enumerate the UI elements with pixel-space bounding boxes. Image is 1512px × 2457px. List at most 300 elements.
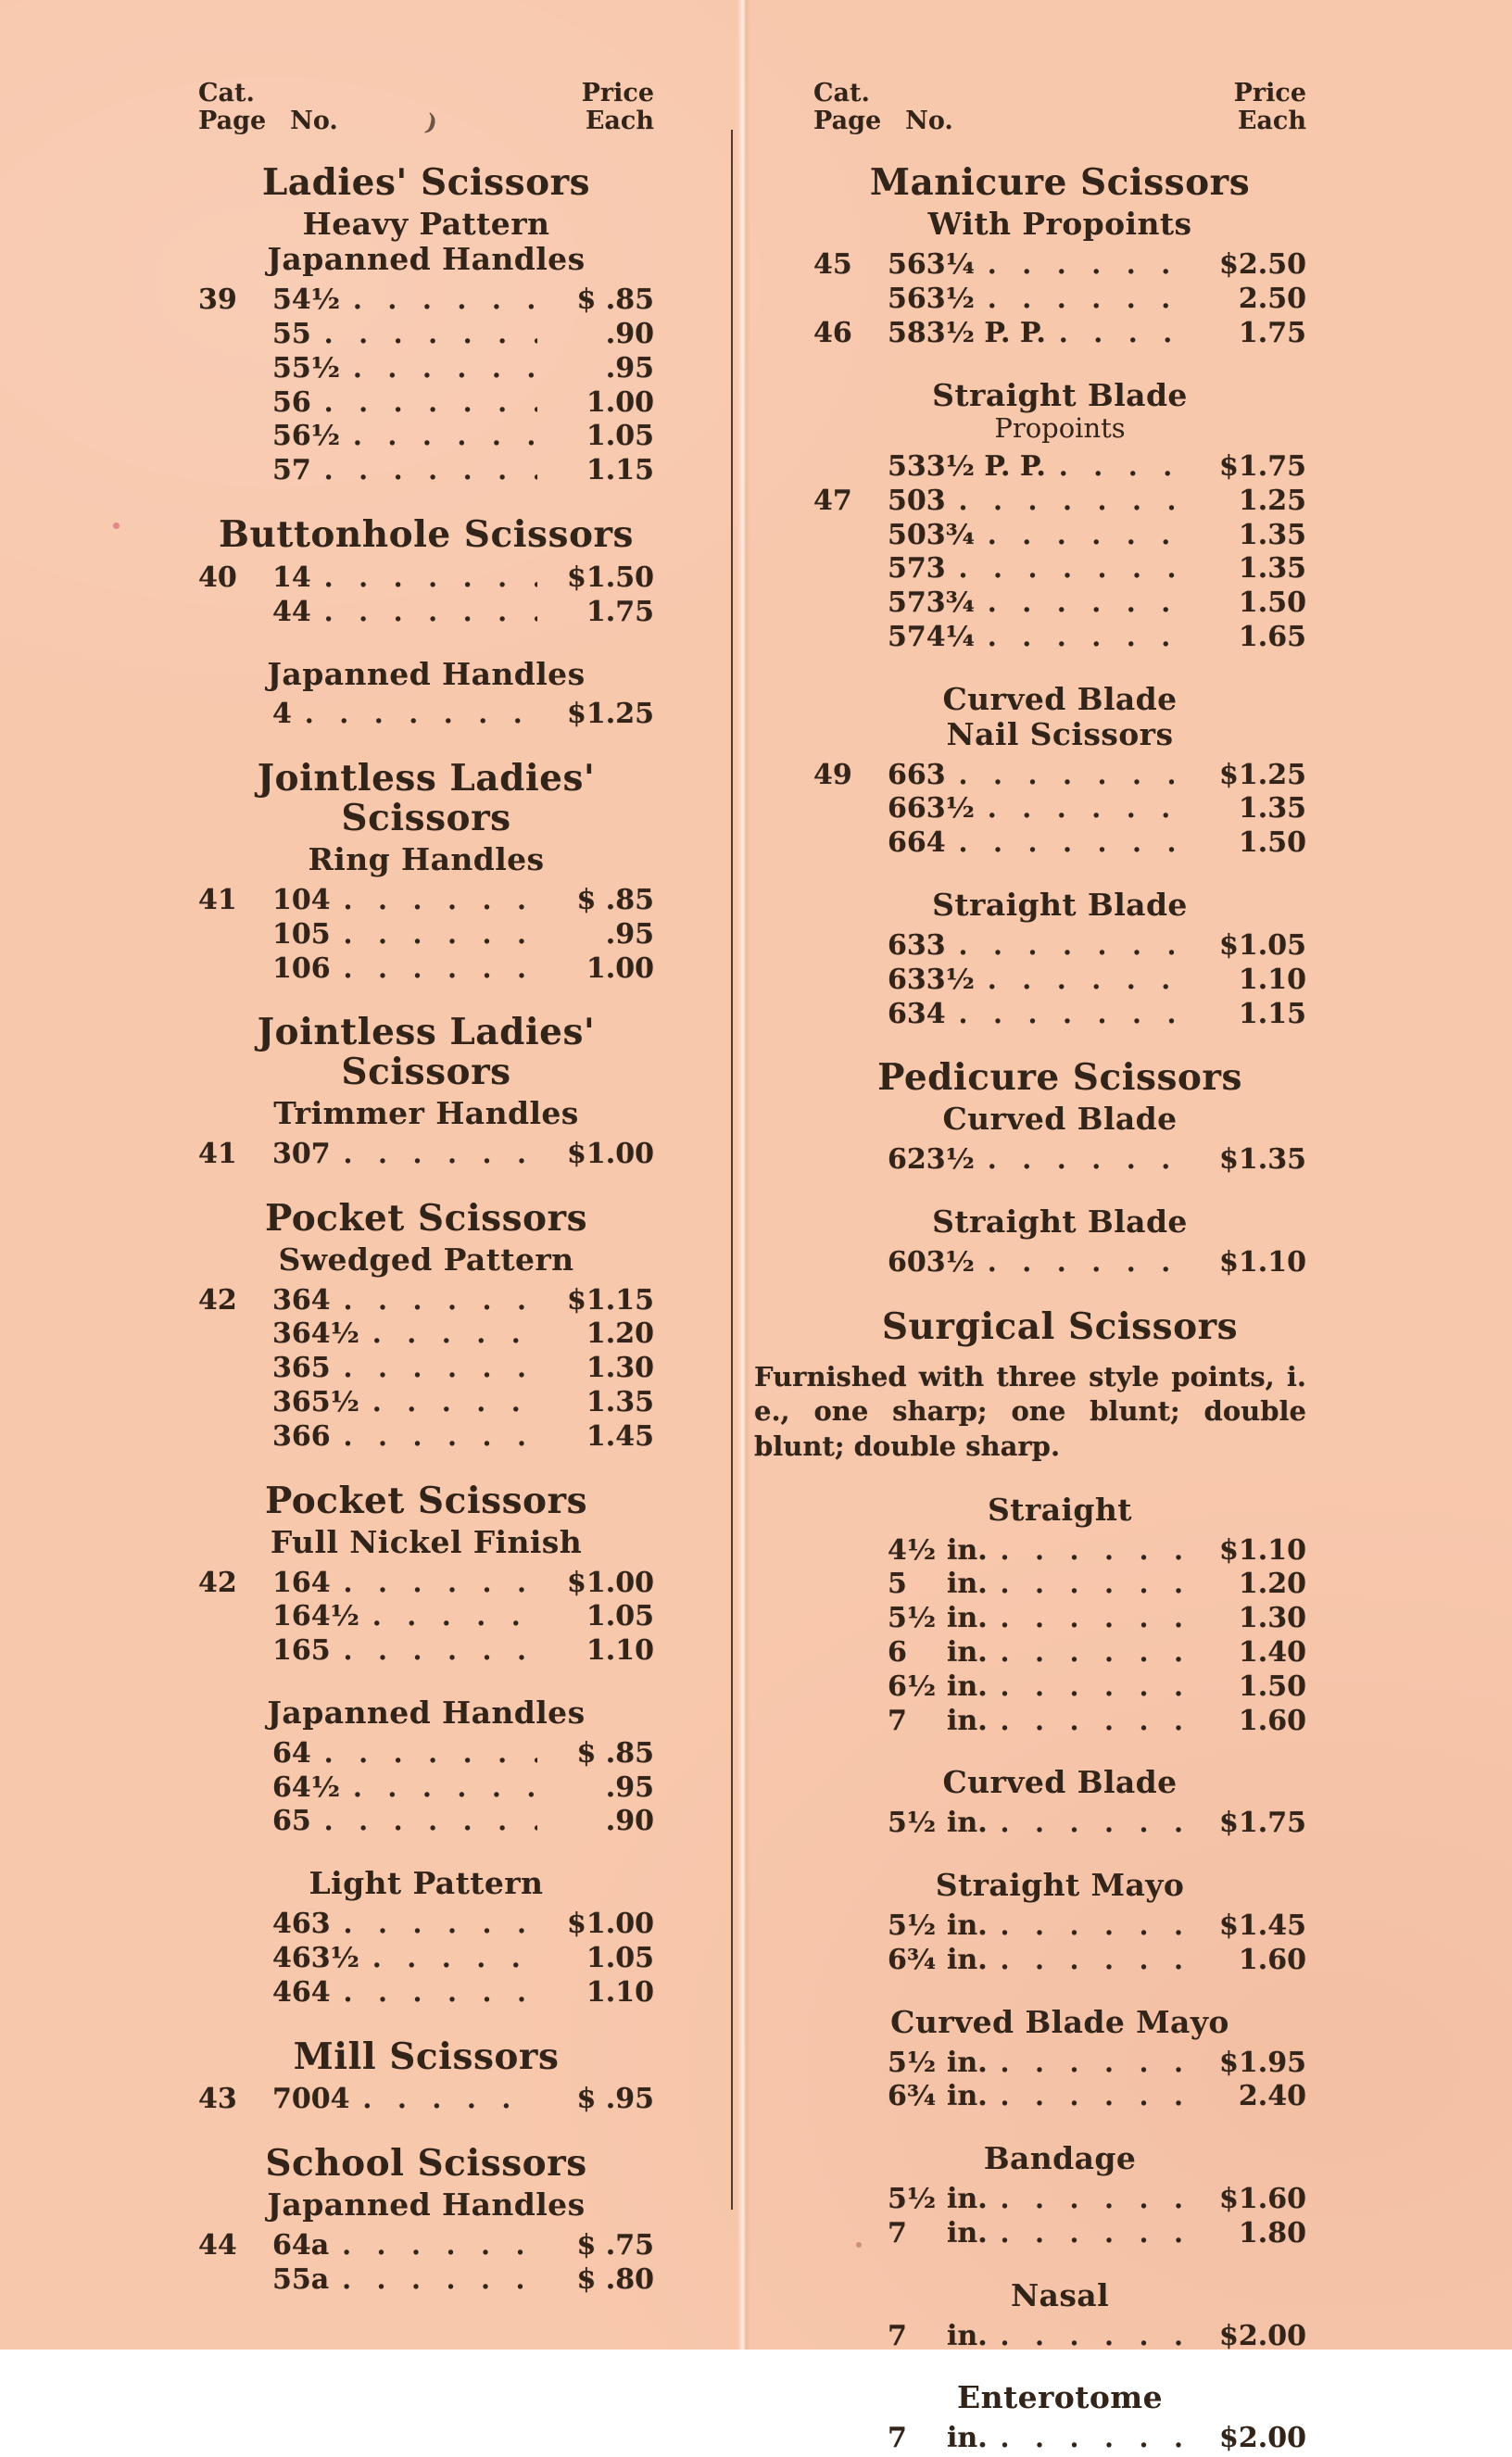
row-item-number xyxy=(888,2081,988,2113)
row-unit: in. xyxy=(947,2422,988,2455)
row-price: .95 xyxy=(605,917,654,951)
price-rows xyxy=(813,1247,1306,1279)
price-rows xyxy=(813,1808,1306,1840)
section-heading: Mill Scissors xyxy=(293,2035,560,2078)
row-item-number: 365½ xyxy=(272,1386,359,1419)
row-price: 1.15 xyxy=(586,454,654,487)
price-section xyxy=(754,1304,1306,1465)
leader-dots xyxy=(1001,2048,1190,2080)
row-item-number xyxy=(888,2184,988,2216)
price-row xyxy=(198,421,654,453)
leader-dots xyxy=(305,699,537,731)
row-price: 1.05 xyxy=(586,420,654,453)
price-row xyxy=(198,1635,654,1668)
price-row xyxy=(198,953,654,986)
section-heading: Straight Blade xyxy=(932,1203,1188,1240)
price-section xyxy=(198,2037,654,2117)
leader-dots xyxy=(353,353,537,385)
price-row xyxy=(198,1909,654,1941)
price-row xyxy=(198,1568,654,1600)
row-price: 1.30 xyxy=(1238,1602,1306,1635)
row-item-number xyxy=(888,1637,988,1670)
price-row xyxy=(198,1806,654,1838)
row-price: $1.05 xyxy=(1219,928,1306,962)
row-unit: in. xyxy=(947,1635,988,1669)
section-heading: Curved Blade xyxy=(942,1764,1178,1801)
row-price: 1.75 xyxy=(1238,316,1306,349)
price-section xyxy=(198,1866,654,2009)
leader-dots xyxy=(344,1568,537,1600)
row-page-number: 43 xyxy=(198,2083,237,2116)
price-section xyxy=(198,2144,654,2296)
section-heading: Swedged Pattern xyxy=(278,1241,574,1278)
price-row xyxy=(813,1706,1306,1738)
section-heading: Ring Handles xyxy=(308,841,545,878)
section-heading: Japanned Handles xyxy=(267,241,586,278)
leader-dots xyxy=(1001,1569,1190,1601)
row-price: 1.10 xyxy=(1238,963,1306,996)
row-unit: in. xyxy=(947,2183,988,2216)
leader-dots xyxy=(1001,1706,1190,1738)
row-item-number: 7004 xyxy=(272,2083,350,2116)
row-item-number: 603½ xyxy=(888,1245,975,1279)
row-price: $1.00 xyxy=(567,1566,654,1599)
price-section xyxy=(198,1695,654,1838)
price-list-column-left xyxy=(198,80,654,2299)
leader-dots xyxy=(372,1601,537,1633)
section-heading: Ladies' Scissors xyxy=(261,161,591,205)
section-heading: School Scissors xyxy=(265,2142,587,2186)
row-item-number: 55½ xyxy=(272,351,341,384)
row-item-number: 464 xyxy=(272,1975,331,2009)
row-item-number: 56 xyxy=(272,385,311,419)
row-item-number xyxy=(888,1569,988,1601)
price-row xyxy=(198,885,654,917)
price-row xyxy=(198,597,654,629)
row-page-number: 49 xyxy=(813,758,852,791)
leader-dots xyxy=(344,953,537,986)
price-section xyxy=(813,1868,1306,1977)
leader-dots xyxy=(1001,1637,1190,1670)
row-price: .95 xyxy=(605,1770,654,1804)
price-row xyxy=(813,2423,1306,2455)
leader-dots xyxy=(324,562,537,595)
row-item-number: 463½ xyxy=(272,1941,359,1974)
price-section xyxy=(198,1196,654,1454)
row-size: 7 xyxy=(888,2319,907,2352)
price-section xyxy=(813,1204,1306,1279)
row-price: 1.10 xyxy=(586,1975,654,2009)
header-price-each xyxy=(1234,80,1306,135)
row-size: 6 xyxy=(888,1635,907,1669)
price-rows xyxy=(198,1285,654,1454)
leader-dots xyxy=(1001,1808,1190,1840)
row-price: $1.60 xyxy=(1219,2183,1306,2216)
section-heading: Curved Blade Mayo xyxy=(890,2003,1229,2040)
price-row xyxy=(813,1671,1306,1704)
row-item-number xyxy=(888,2321,988,2353)
price-row xyxy=(198,919,654,951)
row-item-number xyxy=(888,2218,988,2250)
leader-dots xyxy=(324,1806,537,1838)
price-section xyxy=(813,1765,1306,1840)
row-item-number: 64½ xyxy=(272,1770,341,1804)
row-unit: in. xyxy=(947,1807,988,1840)
row-item-number: 633 xyxy=(888,928,946,962)
leader-dots xyxy=(344,919,537,951)
leader-dots xyxy=(344,1977,537,2010)
header-price-each xyxy=(582,80,654,135)
row-page-number: 42 xyxy=(198,1283,237,1317)
price-rows xyxy=(198,2230,654,2297)
row-item-number: 64a xyxy=(272,2229,330,2262)
row-price: 1.45 xyxy=(586,1419,654,1453)
price-rows xyxy=(813,1535,1306,1738)
stray-ink-mark: ) xyxy=(422,107,441,138)
row-price: 1.05 xyxy=(586,1941,654,1974)
price-rows xyxy=(198,562,654,629)
price-row xyxy=(198,2264,654,2297)
section-heading: Straight xyxy=(988,1491,1132,1528)
row-price: $2.00 xyxy=(1219,2422,1306,2455)
price-row xyxy=(198,1285,654,1317)
row-item-number: 364½ xyxy=(272,1317,359,1351)
leader-dots xyxy=(1001,1535,1190,1568)
leader-dots xyxy=(344,1909,537,1941)
leader-dots xyxy=(1059,318,1190,350)
leader-dots xyxy=(344,1635,537,1668)
row-item-number: 164 xyxy=(272,1566,331,1599)
price-row xyxy=(813,827,1306,860)
row-item-number: 44 xyxy=(272,595,311,628)
leader-dots xyxy=(372,1318,537,1351)
section-heading: With Propoints xyxy=(927,206,1192,243)
price-section xyxy=(813,2141,1306,2250)
price-row xyxy=(813,553,1306,586)
leader-dots xyxy=(363,2084,538,2116)
row-price: 1.35 xyxy=(1238,518,1306,551)
price-row xyxy=(198,2230,654,2262)
row-price: $1.75 xyxy=(1219,449,1306,483)
row-price: $ .75 xyxy=(576,2229,654,2262)
header-price-label: Price xyxy=(581,79,654,107)
row-unit: in. xyxy=(947,2319,988,2352)
row-price: 1.40 xyxy=(1238,1635,1306,1669)
row-item-number: 634 xyxy=(888,997,946,1030)
row-price: $ .80 xyxy=(576,2262,654,2296)
leader-dots xyxy=(959,760,1190,792)
leader-dots xyxy=(372,1943,537,1975)
section-heading: Nail Scissors xyxy=(946,715,1174,752)
price-row xyxy=(198,1772,654,1805)
price-row xyxy=(813,2081,1306,2113)
row-price: 1.65 xyxy=(1238,620,1306,653)
row-page-number: 42 xyxy=(198,1566,237,1599)
leader-dots xyxy=(353,284,537,317)
row-price: 1.50 xyxy=(1238,1670,1306,1703)
leader-dots xyxy=(1059,451,1190,484)
row-item-number: 563½ xyxy=(888,283,975,316)
row-item-number: 365 xyxy=(272,1352,331,1385)
row-item-number: 663 xyxy=(888,758,946,791)
row-item-number: 54½ xyxy=(272,284,341,317)
price-row xyxy=(198,1421,654,1454)
row-item-number: 307 xyxy=(272,1138,331,1171)
row-item-number: 64 xyxy=(272,1736,311,1770)
price-row xyxy=(198,1318,654,1351)
row-price: 2.40 xyxy=(1238,2080,1306,2113)
header-cat-page xyxy=(198,80,266,135)
header-cat-page xyxy=(813,80,881,135)
row-item-number xyxy=(888,1910,988,1943)
row-size: 6¾ xyxy=(888,1943,937,1976)
section-heading: Straight Mayo xyxy=(935,1867,1185,1904)
row-item-number: 14 xyxy=(272,561,311,594)
leader-dots xyxy=(353,421,537,453)
row-size: 7 xyxy=(888,2216,907,2249)
price-row xyxy=(198,319,654,351)
row-price: $ .85 xyxy=(576,1736,654,1770)
price-section xyxy=(198,657,654,732)
row-item-number xyxy=(888,2048,988,2080)
price-row xyxy=(198,562,654,595)
row-page-number: 44 xyxy=(198,2229,237,2262)
section-heading: Trimmer Handles xyxy=(273,1095,579,1132)
price-row xyxy=(813,1637,1306,1670)
leader-dots xyxy=(988,964,1190,997)
row-item-number xyxy=(888,1535,988,1568)
leader-dots xyxy=(988,1247,1190,1279)
price-rows xyxy=(198,1909,654,2009)
leader-dots xyxy=(344,1421,537,1454)
leader-dots xyxy=(1001,1910,1190,1943)
price-rows xyxy=(813,1144,1306,1177)
row-size: 5½ xyxy=(888,1807,937,1840)
section-heading: Pocket Scissors xyxy=(264,1196,588,1240)
price-row xyxy=(198,1943,654,1975)
row-price: 1.00 xyxy=(586,951,654,985)
price-rows xyxy=(198,699,654,731)
row-price: 1.30 xyxy=(586,1352,654,1385)
section-heading: Pocket Scissors xyxy=(264,1479,588,1522)
price-rows xyxy=(813,1910,1306,1977)
price-section xyxy=(813,378,1306,654)
price-row xyxy=(813,1535,1306,1568)
section-heading: Nasal xyxy=(1010,2276,1110,2313)
price-row xyxy=(813,2184,1306,2216)
section-heading: Japanned Handles xyxy=(267,655,586,692)
price-rows xyxy=(198,1139,654,1171)
section-heading: Surgical Scissors xyxy=(881,1304,1239,1348)
section-heading: Curved Blade xyxy=(942,680,1178,717)
price-row xyxy=(813,2218,1306,2250)
price-rows xyxy=(198,2084,654,2116)
row-unit: in. xyxy=(947,1909,988,1943)
leader-dots xyxy=(324,387,537,420)
row-item-number: 563¼ xyxy=(888,248,975,282)
header-page-label: Page xyxy=(198,107,267,136)
row-price: $1.15 xyxy=(567,1283,654,1317)
section-heading: Heavy Pattern xyxy=(302,206,550,243)
row-price: $2.00 xyxy=(1219,2319,1306,2352)
row-item-number: 4 xyxy=(272,698,292,731)
row-item-number xyxy=(888,1706,988,1738)
price-row xyxy=(813,249,1306,282)
leader-dots xyxy=(324,455,537,487)
leader-dots xyxy=(324,1738,537,1770)
leader-dots xyxy=(1001,1945,1190,1977)
leader-dots xyxy=(1001,2081,1190,2113)
row-size: 7 xyxy=(888,2422,907,2455)
row-price: 1.50 xyxy=(1238,826,1306,860)
row-item-number: 55 xyxy=(272,318,311,351)
leader-dots xyxy=(988,622,1190,654)
price-row xyxy=(198,1387,654,1419)
column-header xyxy=(198,79,654,138)
row-price: 1.00 xyxy=(586,385,654,419)
price-rows xyxy=(198,885,654,985)
leader-dots xyxy=(959,485,1190,518)
row-page-number: 45 xyxy=(813,248,852,282)
price-section xyxy=(813,2005,1306,2114)
row-unit: in. xyxy=(947,1704,988,1737)
row-price: 1.60 xyxy=(1238,1704,1306,1737)
leader-dots xyxy=(372,1387,537,1419)
row-item-number: 164½ xyxy=(272,1600,359,1633)
row-item-number: 664 xyxy=(888,826,946,860)
row-price: 1.10 xyxy=(586,1634,654,1668)
row-price: 1.80 xyxy=(1238,2216,1306,2249)
row-item-number: 165 xyxy=(272,1634,331,1668)
price-section xyxy=(198,163,654,487)
row-price: $1.00 xyxy=(567,1908,654,1941)
leader-dots xyxy=(988,587,1190,620)
row-price: $ .85 xyxy=(576,883,654,916)
price-row xyxy=(813,2321,1306,2353)
row-price: 1.35 xyxy=(1238,792,1306,825)
row-price: $1.45 xyxy=(1219,1909,1306,1943)
leader-dots xyxy=(1001,2423,1190,2455)
row-size: 5½ xyxy=(888,1602,937,1635)
row-page-number: 40 xyxy=(198,561,237,594)
price-section xyxy=(198,515,654,628)
row-price: 1.60 xyxy=(1238,1943,1306,1976)
leader-dots xyxy=(988,249,1190,282)
row-unit: in. xyxy=(947,1533,988,1567)
row-unit: in. xyxy=(947,1602,988,1635)
leader-dots xyxy=(959,999,1190,1031)
price-row xyxy=(198,1353,654,1385)
row-price: $1.75 xyxy=(1219,1807,1306,1840)
section-heading: Pedicure Scissors xyxy=(877,1056,1242,1100)
header-no-label: No. xyxy=(905,107,953,136)
row-page-number: 41 xyxy=(198,883,237,916)
row-size: 5 xyxy=(888,1568,907,1601)
price-row xyxy=(813,760,1306,792)
section-heading: Buttonhole Scissors xyxy=(219,513,634,557)
row-item-number: 105 xyxy=(272,917,331,951)
price-row xyxy=(813,1910,1306,1943)
row-page-number: 46 xyxy=(813,316,852,349)
row-price: $1.10 xyxy=(1219,1245,1306,1279)
leader-dots xyxy=(988,284,1190,316)
header-each-label: Each xyxy=(1237,107,1306,136)
row-item-number xyxy=(888,1603,988,1635)
price-section xyxy=(813,2380,1306,2455)
row-price: $1.25 xyxy=(567,698,654,731)
row-item-number: 574¼ xyxy=(888,620,975,653)
row-size: 5½ xyxy=(888,2046,937,2079)
row-item-number: 56½ xyxy=(272,420,341,453)
leader-dots xyxy=(1001,2184,1190,2216)
price-row xyxy=(813,999,1306,1031)
section-note: Furnished with three style points, i. e., one sharp; one blunt; double blunt; double sharp. xyxy=(754,1360,1306,1462)
leader-dots xyxy=(344,1285,537,1317)
row-size: 6½ xyxy=(888,1670,937,1703)
section-heading: Propoints xyxy=(994,411,1126,444)
section-heading: Straight Blade xyxy=(932,376,1188,413)
row-item-number: 583½ P. P. xyxy=(888,316,1046,349)
leader-dots xyxy=(324,319,537,351)
row-unit: in. xyxy=(947,2046,988,2079)
row-price: $1.35 xyxy=(1219,1143,1306,1177)
price-rows xyxy=(813,2423,1306,2455)
row-price: $1.25 xyxy=(1219,758,1306,791)
section-heading: Curved Blade xyxy=(942,1101,1178,1138)
row-price: $ .95 xyxy=(576,2083,654,2116)
row-item-number: 463 xyxy=(272,1908,331,1941)
row-page-number: 39 xyxy=(198,284,237,317)
leader-dots xyxy=(344,1139,537,1171)
row-price: 1.20 xyxy=(1238,1568,1306,1601)
section-heading: Bandage xyxy=(983,2140,1137,2177)
page-fold-crease xyxy=(737,0,750,2350)
price-row xyxy=(813,1569,1306,1601)
row-price: 1.25 xyxy=(1238,484,1306,517)
row-price: 1.35 xyxy=(586,1386,654,1419)
price-row xyxy=(813,2048,1306,2080)
leader-dots xyxy=(1001,1603,1190,1635)
header-no-label: No. xyxy=(290,107,338,136)
price-row xyxy=(198,353,654,385)
row-item-number xyxy=(888,1808,988,1840)
price-section xyxy=(198,1481,654,1668)
header-cat-label: Cat. xyxy=(198,79,255,107)
leader-dots xyxy=(988,793,1190,825)
price-list-column-right xyxy=(754,79,1306,2457)
leader-dots xyxy=(959,930,1190,963)
row-item-number: 366 xyxy=(272,1419,331,1453)
row-size: 5½ xyxy=(888,1909,937,1943)
section-heading: Straight Blade xyxy=(932,887,1188,924)
price-section xyxy=(813,1493,1306,1738)
row-item-number: 364 xyxy=(272,1283,331,1317)
leader-dots xyxy=(959,553,1190,586)
price-row xyxy=(813,485,1306,518)
section-heading: Light Pattern xyxy=(309,1865,544,1902)
section-heading: Enterotome xyxy=(957,2379,1163,2416)
leader-dots xyxy=(988,520,1190,552)
row-item-number: 533½ P. P. xyxy=(888,449,1046,483)
row-page-number: 41 xyxy=(198,1138,237,1171)
row-price: 1.15 xyxy=(1238,997,1306,1030)
row-unit: in. xyxy=(947,2080,988,2113)
row-item-number: 104 xyxy=(272,883,331,916)
section-heading: Full Nickel Finish xyxy=(270,1523,583,1560)
leader-dots xyxy=(324,597,537,629)
header-price-label: Price xyxy=(1233,79,1306,107)
column-header xyxy=(813,80,1306,135)
